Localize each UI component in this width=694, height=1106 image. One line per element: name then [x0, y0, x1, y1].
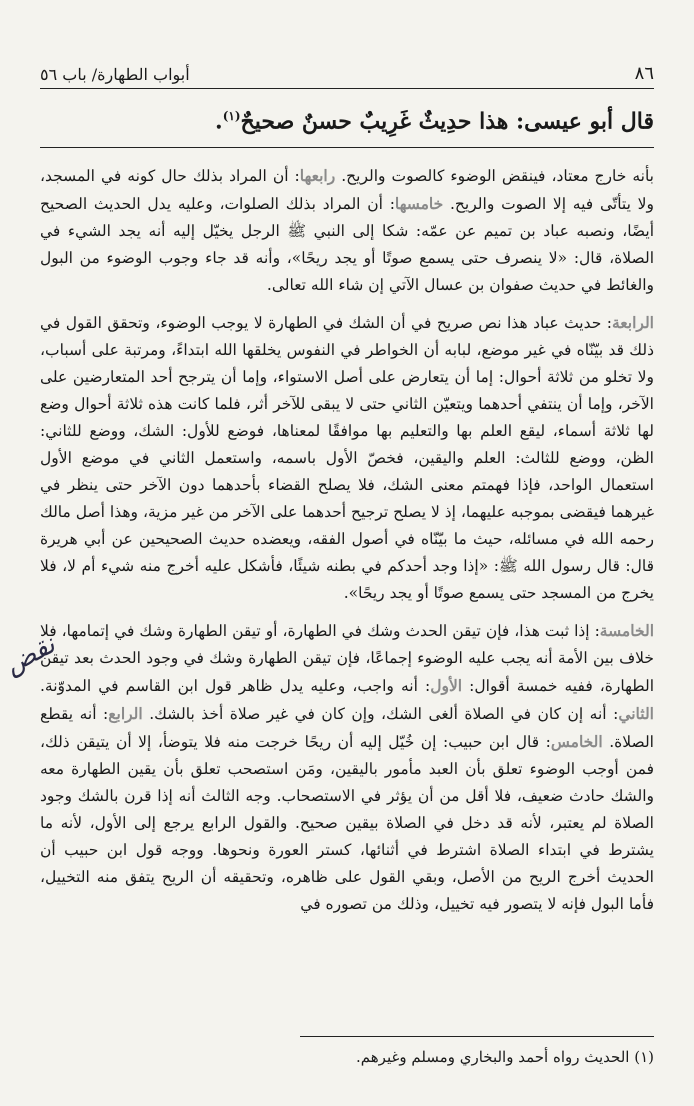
section-label: رابعها — [299, 166, 336, 185]
section-label: خامسها — [394, 194, 444, 213]
section-label: الرابع — [108, 704, 143, 723]
verdict-end: . — [215, 108, 223, 135]
section-label: الثاني — [618, 704, 654, 723]
paragraph-text: : إذا ثبت هذا، فإن تيقن الحدث وشك في الطهارة، أو تيقن الطهارة وشك في إتمامها، فلا خلاف بين الأمة أنه يجب عليه الوضوء إجماعًا، فإن تيقن الطهارة وشك في وجود الحدث بعد تيقن الطهارة، ففيه خمسة أقوال: — [40, 622, 655, 695]
paragraph-text: : أنه واجب، وعليه يدل ظاهر قول ابن القاسم في المدوّنة. — [40, 677, 431, 695]
paragraph-text: : أنه يقطع الصلاة. — [40, 705, 654, 751]
footnote-rule — [300, 1036, 654, 1037]
paragraph-text: : حديث عباد هذا نص صريح في أن الشك في الطهارة لا يوجب الوضوء، وتحقق القول في ذلك قد بيّنّاه في غير موضع، لبابه أن الخواطر في النفوس يخلقها الله ابتداءً، ومرتبة على أسباب، ولا تخلو من ثلاثة أحوال: إما أن يتعارض على أصل الاستواء، وإما أن يترجح أحد المتعارضين على الآخر، وإما أن ينتفي أحدهما ويتعيّن الثاني حتى لا يبقى للآخر أثر، فلما كانت هذه ثلاثة أحوال وضع لها ثلاثة أسماء، ليقع العلم بها والتعليم بها موافقًا لمعناها، فوضع للأول: الشك، ووضع للثاني: الظن، ووضع للثالث: العلم واليقين، فخصّ الأول باسمه، واستعمل الثاني في موضع الأول استعمال الواحد، فإذا فهمتم معنى الشك، فلا يصلح القضاء بأحدهما دون الآخر حتى ينظر في غيرهما فيقضى بموجبه عليهما، إذ لا يصلح ترجيح أحدهما على الآخر من غير مزية، وهذا أصل مالك رحمه الله في مسائله، حيث ما بيّنّاه في أصول الفقه، ويعضده حديث الصحيحين عن أبي هريرة قال: قال رسول الله ﷺ: «إذا وجد أحدكم في بطنه شيئًا، فأشكل عليه أخرج منه شيء أم لا، فلا يخرج من المسجد حتى يسمع صوتًا أو يجد ريحًا». — [40, 314, 654, 602]
section-label: الرابعة — [612, 313, 654, 332]
section-label: الخامس — [550, 732, 603, 751]
footnote-ref: (١) — [222, 109, 241, 123]
hadith-verdict — [40, 100, 654, 137]
page-number: ٨٦ — [634, 63, 654, 84]
paragraph-text: : أن المراد بذلك حال كونه في المسجد، ولا يتأتّى فيه إلا الصوت والريح. — [40, 167, 654, 213]
handwritten-note: نقض — [0, 629, 61, 681]
section-label: الخامسة — [599, 621, 654, 640]
paragraph-text: : أن المراد بذلك الصلوات، وعليه يدل الحديث الصحيح أيضًا، ونصبه عباد بن تميم عن عمّه: شكا إلى النبي ﷺ الرجل يخيّل إليه أنه يجد الشيء في الصلاة، قال: «لا ينصرف حتى يسمع صوتًا أو يجد ريحًا»، وأنه قد جاء وجوب الوضوء من البول والغائط في حديث صفوان بن عسال الآتي إن شاء الله تعالى. — [40, 195, 654, 294]
paragraph — [40, 309, 654, 607]
separator-rule — [40, 147, 654, 148]
footnote: (١) الحديث رواه أحمد والبخاري ومسلم وغيرهم. — [356, 1048, 654, 1066]
paragraph-text: : قال ابن حبيب: إن خُيّل إليه أن ريحًا خرجت منه فلا يتوضأ، إلا أن يتيقن ذلك، فمن أوجب الوضوء تعلق بأن العبد مأمور باليقين، ومَن استصحب تعلق بأن يقين الطهارة معه والشك حادث ضعيف، فلا أقل من أن يؤثر في الاستصحاب. وجه الثالث أنه إذا قرن بالشك وجود الصلاة لم يعتبر، لأنه قد دخل في الصلاة بيقين صحيح. والقول الرابع يرجع إلى الأول، لأنه ما يشترط في ابتداء الصلاة اشترط في أثنائها، كستر العورة ونحوها. ووجه قول ابن حبيب أن الحديث أخرج الريح من الأصل، وبقي القول على ظاهره، وتحقيقه أن الريح يتفق منه التخييل، فأما البول فإنه لا يتصور فيه تخييل، وذلك من تصوره في — [40, 733, 654, 913]
paragraph-text: : أنه إن كان في الصلاة ألغى الشك، وإن كان في غير صلاة أخذ بالشك. — [142, 705, 619, 723]
verdict-text: قال أبو عيسى: هذا حدِيثٌ غَرِيبٌ حسنٌ صحيحٌ — [240, 108, 654, 135]
page-header — [40, 52, 654, 89]
section-label: الأول — [430, 676, 463, 695]
paragraph — [40, 162, 654, 299]
paragraph-text: بأنه خارج معتاد، فينقض الوضوء كالصوت والريح. — [335, 167, 654, 185]
paragraph — [40, 617, 654, 918]
commentary-body — [40, 162, 654, 928]
chapter-title: أبواب الطهارة/ باب ٥٦ — [40, 65, 190, 84]
